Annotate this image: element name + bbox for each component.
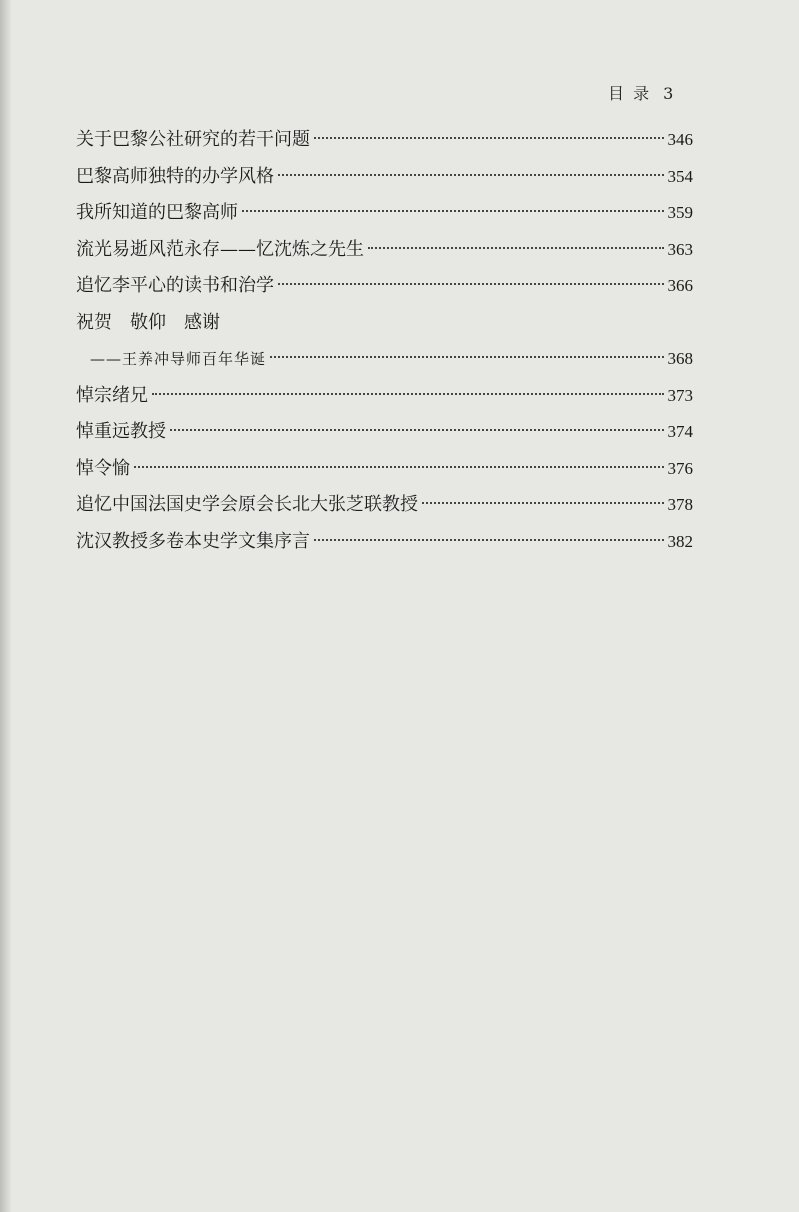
dot-leader	[270, 356, 663, 358]
toc-entry-subtitle	[76, 341, 693, 378]
toc-entry-title: 悼宗绪兄	[76, 384, 148, 406]
page-edge-shadow	[0, 0, 12, 1212]
toc-entry-page: 373	[667, 385, 693, 405]
toc-entry-page: 346	[667, 130, 693, 149]
toc-entry	[76, 232, 693, 269]
dot-leader	[278, 174, 664, 176]
toc-entry	[76, 122, 693, 159]
dot-leader	[170, 429, 664, 431]
header-section-title: 目 录	[608, 84, 652, 103]
toc-entry	[76, 268, 693, 305]
toc-entry	[76, 378, 693, 415]
toc-entry-heading	[76, 305, 693, 342]
toc-entry-page: 354	[667, 166, 693, 186]
toc-entry	[76, 524, 693, 561]
toc-entry	[76, 487, 693, 524]
toc-entry-page: 378	[667, 495, 693, 514]
toc-entry-page: 363	[667, 239, 693, 259]
dot-leader	[314, 137, 664, 139]
toc-entry-page: 359	[667, 203, 693, 222]
dot-leader	[314, 539, 664, 541]
toc-entry-title: 追忆李平心的读书和治学	[76, 275, 274, 296]
dot-leader	[368, 247, 664, 249]
toc-entry-page: 366	[667, 276, 693, 295]
dot-leader	[422, 502, 664, 504]
toc-entry-title: 沈汉教授多卷本史学文集序言	[76, 530, 310, 552]
toc-entry-title: 流光易逝风范永存——忆沈炼之先生	[76, 238, 364, 260]
toc-entry	[76, 195, 693, 232]
toc-entry-page: 376	[667, 458, 693, 478]
toc-entry-page: 382	[667, 531, 693, 551]
toc-entry-title: 悼令愉	[76, 457, 130, 479]
toc-entry-title: 关于巴黎公社研究的若干问题	[76, 129, 310, 150]
toc-entry	[76, 414, 693, 451]
toc-entry-title: 追忆中国法国史学会原会长北大张芝联教授	[76, 494, 418, 515]
header-page-number: 3	[663, 84, 676, 103]
table-of-contents	[76, 122, 693, 560]
dot-leader	[242, 210, 664, 212]
toc-entry-title: 悼重远教授	[76, 421, 166, 442]
dot-leader	[152, 393, 664, 395]
toc-entry-title: 巴黎高师独特的办学风格	[76, 165, 274, 187]
toc-entry-title: 祝贺 敬仰 感谢	[76, 311, 220, 333]
running-header	[608, 81, 675, 104]
dot-leader	[134, 466, 664, 468]
dot-leader	[278, 283, 664, 285]
toc-entry-page: 374	[667, 422, 693, 441]
toc-entry-page: 368	[667, 349, 693, 368]
toc-entry	[76, 451, 693, 488]
toc-entry	[76, 159, 693, 196]
toc-entry-title: 我所知道的巴黎高师	[76, 202, 238, 223]
toc-entry-title: ——王养冲导师百年华诞	[90, 350, 267, 368]
